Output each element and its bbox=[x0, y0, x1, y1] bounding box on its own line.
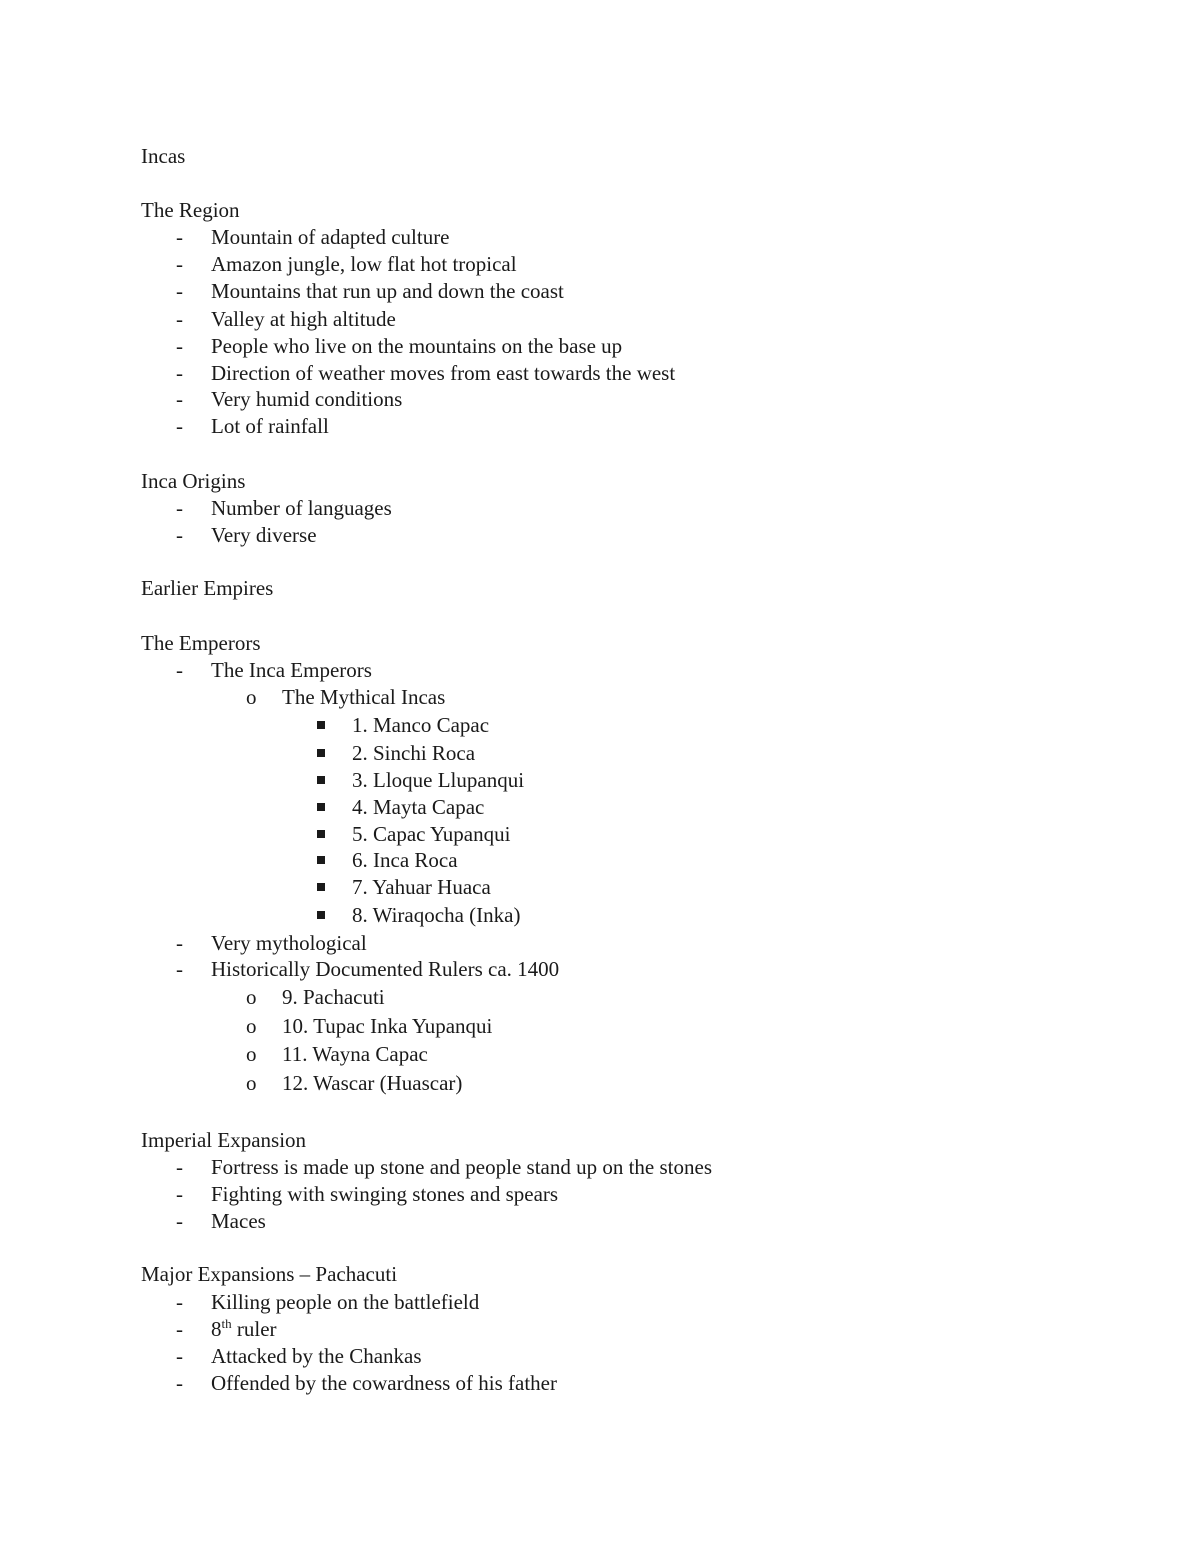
list-item: Offended by the cowardness of his father bbox=[211, 1371, 557, 1395]
list-item: Mountains that run up and down the coast bbox=[211, 279, 564, 303]
dash-bullet: - bbox=[176, 252, 183, 276]
list-item: People who live on the mountains on the base up bbox=[211, 334, 623, 358]
ordinal-number: 8 bbox=[211, 1317, 222, 1341]
dash-bullet: - bbox=[176, 1290, 183, 1314]
dash-bullet: - bbox=[176, 334, 183, 358]
list-item: Maces bbox=[211, 1209, 266, 1233]
circle-bullet: o bbox=[246, 1042, 257, 1066]
list-item: Amazon jungle, low flat hot tropical bbox=[211, 252, 517, 276]
list-item: Fighting with swinging stones and spears bbox=[211, 1182, 559, 1206]
dash-bullet: - bbox=[176, 1371, 183, 1395]
list-item: Direction of weather moves from east towards the west bbox=[211, 361, 676, 385]
emperor-item: 10. Tupac Inka Yupanqui bbox=[282, 1014, 493, 1038]
document-title: Incas bbox=[141, 144, 186, 168]
list-item: The Inca Emperors bbox=[211, 658, 372, 682]
section-heading-origins: Inca Origins bbox=[141, 469, 246, 493]
square-bullet-icon bbox=[317, 856, 325, 864]
square-bullet-icon bbox=[317, 721, 325, 729]
dash-bullet: - bbox=[176, 496, 183, 520]
list-item: Killing people on the battlefield bbox=[211, 1290, 480, 1314]
dash-bullet: - bbox=[176, 931, 183, 955]
dash-bullet: - bbox=[176, 361, 183, 385]
emperor-item: 2. Sinchi Roca bbox=[352, 741, 476, 765]
list-item bbox=[211, 1316, 277, 1343]
list-item: Mountain of adapted culture bbox=[211, 225, 450, 249]
section-heading-region: The Region bbox=[141, 198, 240, 222]
dash-bullet: - bbox=[176, 387, 183, 411]
dash-bullet: - bbox=[176, 1182, 183, 1206]
dash-bullet: - bbox=[176, 1209, 183, 1233]
list-item: Very humid conditions bbox=[211, 387, 403, 411]
dash-bullet: - bbox=[176, 414, 183, 438]
section-heading-earlier-empires: Earlier Empires bbox=[141, 576, 274, 600]
dash-bullet: - bbox=[176, 307, 183, 331]
dash-bullet: - bbox=[176, 1344, 183, 1368]
list-item: Attacked by the Chankas bbox=[211, 1344, 422, 1368]
square-bullet-icon bbox=[317, 803, 325, 811]
emperor-item: 4. Mayta Capac bbox=[352, 795, 485, 819]
section-heading-imperial-expansion: Imperial Expansion bbox=[141, 1128, 307, 1152]
square-bullet-icon bbox=[317, 830, 325, 838]
list-item: Valley at high altitude bbox=[211, 307, 396, 331]
emperor-item: 3. Lloque Llupanqui bbox=[352, 768, 525, 792]
emperor-item: 5. Capac Yupanqui bbox=[352, 822, 511, 846]
dash-bullet: - bbox=[176, 957, 183, 981]
list-item: Very mythological bbox=[211, 931, 367, 955]
dash-bullet: - bbox=[176, 658, 183, 682]
dash-bullet: - bbox=[176, 225, 183, 249]
emperor-item: 6. Inca Roca bbox=[352, 848, 458, 872]
square-bullet-icon bbox=[317, 776, 325, 784]
list-item: Number of languages bbox=[211, 496, 392, 520]
emperor-item: 11. Wayna Capac bbox=[282, 1042, 428, 1066]
circle-bullet: o bbox=[246, 1014, 257, 1038]
ordinal-rest: ruler bbox=[231, 1317, 277, 1341]
sub-list-item: The Mythical Incas bbox=[282, 685, 446, 709]
list-item: Fortress is made up stone and people stand up on the stones bbox=[211, 1155, 713, 1179]
square-bullet-icon bbox=[317, 911, 325, 919]
emperor-item: 1. Manco Capac bbox=[352, 713, 490, 737]
dash-bullet: - bbox=[176, 1155, 183, 1179]
ordinal-suffix: th bbox=[221, 1316, 232, 1331]
emperor-item: 12. Wascar (Huascar) bbox=[282, 1071, 463, 1095]
square-bullet-icon bbox=[317, 883, 325, 891]
emperor-item: 8. Wiraqocha (Inka) bbox=[352, 903, 521, 927]
circle-bullet: o bbox=[246, 685, 257, 709]
list-item: Historically Documented Rulers ca. 1400 bbox=[211, 957, 560, 981]
dash-bullet: - bbox=[176, 523, 183, 547]
square-bullet-icon bbox=[317, 749, 325, 757]
section-heading-emperors: The Emperors bbox=[141, 631, 261, 655]
section-heading-major-expansions: Major Expansions – Pachacuti bbox=[141, 1262, 398, 1286]
dash-bullet: - bbox=[176, 279, 183, 303]
circle-bullet: o bbox=[246, 1071, 257, 1095]
dash-bullet: - bbox=[176, 1317, 183, 1341]
emperor-item: 7. Yahuar Huaca bbox=[352, 875, 491, 899]
list-item: Lot of rainfall bbox=[211, 414, 329, 438]
list-item: Very diverse bbox=[211, 523, 317, 547]
circle-bullet: o bbox=[246, 985, 257, 1009]
emperor-item: 9. Pachacuti bbox=[282, 985, 385, 1009]
